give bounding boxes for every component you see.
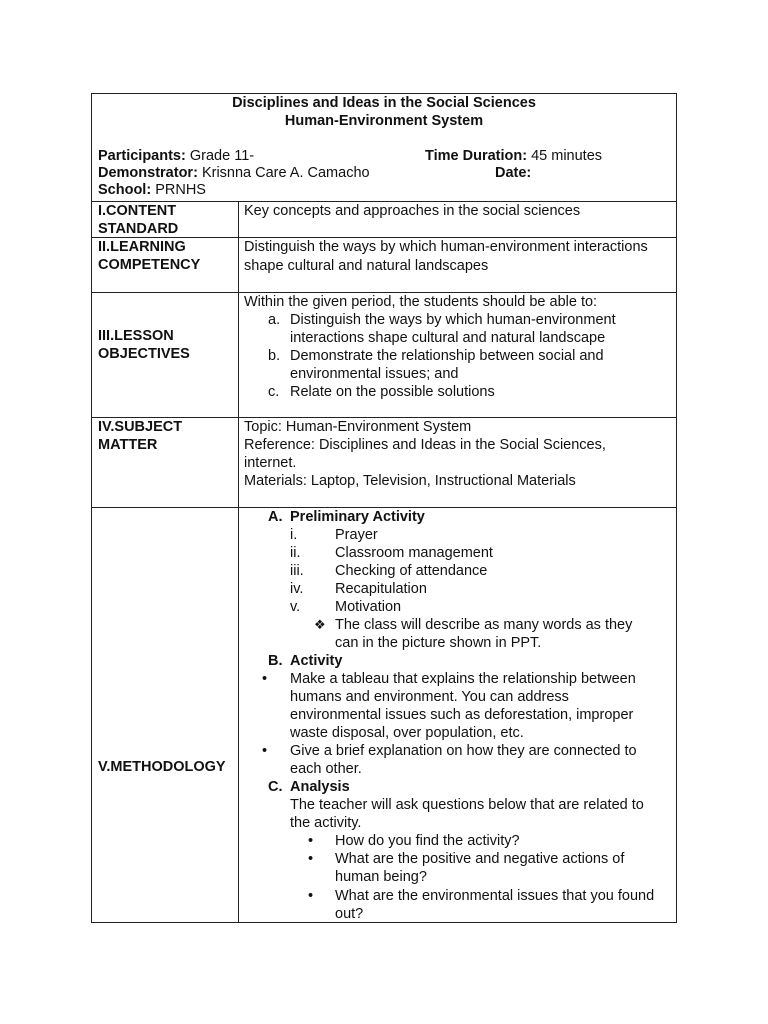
- section-heading: Activity: [290, 653, 343, 669]
- bullet-icon: •: [262, 743, 268, 759]
- text-line: Distinguish the ways by which human-environment interactions: [244, 239, 648, 255]
- time-duration-label: Time Duration:: [425, 148, 528, 164]
- list-item: Recapitulation: [335, 581, 427, 597]
- list-item: Classroom management: [335, 545, 493, 561]
- analysis-question: What are the positive and negative actions of: [335, 851, 625, 867]
- list-marker: ii.: [290, 545, 301, 561]
- activity-text: humans and environment. You can address: [290, 689, 569, 705]
- objectives-intro: Within the given period, the students should be able to:: [244, 294, 598, 310]
- diamond-bullet-icon: ❖: [314, 617, 326, 632]
- subject-matter-label: [98, 418, 238, 454]
- list-marker: iii.: [290, 563, 304, 579]
- time-duration-field: [425, 148, 602, 164]
- analysis-question: out?: [335, 906, 364, 922]
- objective-item: Distinguish the ways by which human-environment: [290, 312, 616, 328]
- methodology-label: V.METHODOLOGY: [98, 759, 226, 775]
- document-subtitle: Human-Environment System: [284, 113, 484, 129]
- list-marker: v.: [290, 599, 301, 615]
- label-line: II.LEARNING: [98, 239, 186, 255]
- text-line: shape cultural and natural landscapes: [244, 258, 489, 274]
- activity-text: environmental issues such as deforestation, improper: [290, 707, 634, 723]
- label-line: OBJECTIVES: [98, 346, 190, 362]
- bullet-icon: •: [308, 888, 314, 904]
- demonstrator-value: Krisnna Care A. Camacho: [201, 165, 370, 181]
- list-marker: b.: [268, 348, 281, 364]
- learning-competency-text: [244, 238, 672, 276]
- document-title: Disciplines and Ideas in the Social Sciences: [232, 95, 536, 111]
- analysis-question: How do you find the activity?: [335, 833, 520, 849]
- content-standard-label: [98, 202, 238, 238]
- label-line: I.CONTENT: [98, 203, 177, 219]
- list-item: Motivation: [335, 599, 402, 615]
- participants-value: Grade 11-: [189, 148, 255, 164]
- label-line: IV.SUBJECT: [98, 419, 183, 435]
- motivation-text: can in the picture shown in PPT.: [335, 635, 542, 651]
- objective-item: Demonstrate the relationship between social and: [290, 348, 604, 364]
- participants-label: Participants:: [98, 148, 186, 164]
- objective-item: Relate on the possible solutions: [290, 384, 495, 400]
- list-item: Checking of attendance: [335, 563, 488, 579]
- label-line: COMPETENCY: [98, 257, 201, 273]
- bullet-icon: •: [262, 671, 268, 687]
- list-marker: a.: [268, 312, 281, 328]
- section-heading: Preliminary Activity: [290, 509, 425, 525]
- activity-text: waste disposal, over population, etc.: [290, 725, 524, 741]
- motivation-text: The class will describe as many words as they: [335, 617, 633, 633]
- subject-materials: Materials: Laptop, Television, Instructional Materials: [244, 473, 576, 489]
- demonstrator-field: [98, 165, 370, 181]
- subject-reference: internet.: [244, 455, 297, 471]
- label-line: STANDARD: [98, 221, 179, 237]
- section-marker: B.: [268, 653, 283, 669]
- subject-topic: Topic: Human-Environment System: [244, 419, 472, 435]
- section-marker: C.: [268, 779, 283, 795]
- time-duration-value: 45 minutes: [531, 148, 603, 164]
- analysis-intro: The teacher will ask questions below that are related to: [290, 797, 644, 813]
- school-field: [98, 182, 206, 198]
- activity-text: Make a tableau that explains the relationship between: [290, 671, 636, 687]
- list-item: Prayer: [335, 527, 378, 543]
- lesson-objectives-label: [98, 327, 238, 363]
- activity-text: Give a brief explanation on how they are connected to: [290, 743, 637, 759]
- objective-item: interactions shape cultural and natural landscape: [290, 330, 606, 346]
- list-marker: c.: [268, 384, 280, 400]
- content-standard-text: Key concepts and approaches in the social sciences: [244, 203, 581, 219]
- school-value: PRNHS: [155, 182, 206, 198]
- analysis-question: What are the environmental issues that you found: [335, 888, 655, 904]
- lesson-header: [92, 94, 676, 201]
- column-divider: [238, 201, 239, 923]
- lesson-plan-table: [91, 93, 677, 923]
- label-line: MATTER: [98, 437, 158, 453]
- bullet-icon: •: [308, 851, 314, 867]
- date-label: Date:: [495, 165, 532, 181]
- bullet-icon: •: [308, 833, 314, 849]
- demonstrator-label: Demonstrator:: [98, 165, 198, 181]
- activity-text: each other.: [290, 761, 362, 777]
- learning-competency-label: [98, 238, 238, 274]
- label-line: III.LESSON: [98, 328, 174, 344]
- analysis-question: human being?: [335, 869, 427, 885]
- list-marker: i.: [290, 527, 298, 543]
- school-label: School:: [98, 182, 152, 198]
- section-marker: A.: [268, 509, 283, 525]
- subject-reference: Reference: Disciplines and Ideas in the Social Sciences,: [244, 437, 606, 453]
- objective-item: environmental issues; and: [290, 366, 459, 382]
- date-field: [495, 165, 531, 181]
- section-heading: Analysis: [290, 779, 350, 795]
- participants-field: [98, 148, 254, 164]
- analysis-intro: the activity.: [290, 815, 362, 831]
- list-marker: iv.: [290, 581, 304, 597]
